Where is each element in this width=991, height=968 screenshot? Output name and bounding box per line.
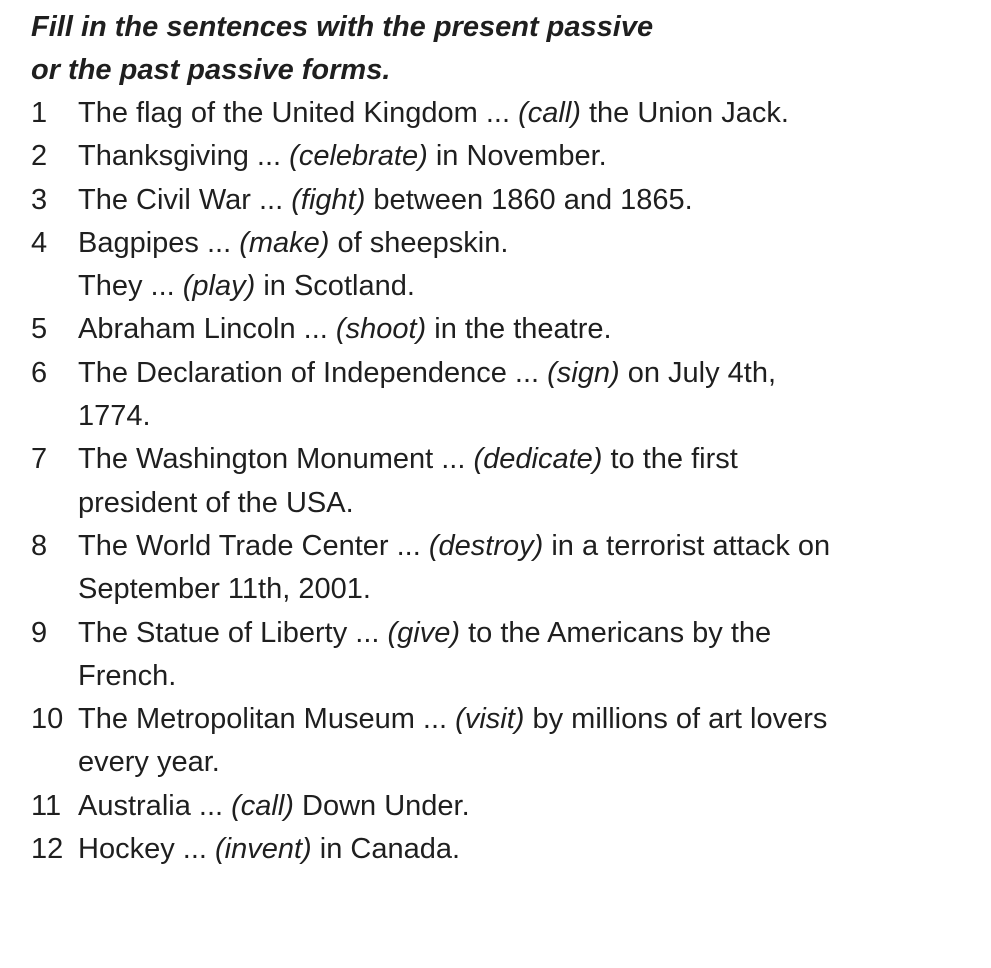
item-sentence	[78, 92, 971, 135]
sentence-line	[78, 352, 971, 395]
exercise-item	[31, 308, 971, 351]
item-sentence	[78, 438, 971, 525]
verb-hint: (dedicate)	[473, 443, 603, 476]
verb-hint: (invent)	[215, 833, 312, 866]
sentence-text: The Washington Monument ...	[78, 443, 474, 476]
verb-hint: (call)	[231, 789, 294, 822]
exercise-item	[31, 525, 971, 612]
exercise-item	[31, 828, 971, 871]
verb-hint: (make)	[239, 226, 330, 259]
sentence-text: The Statue of Liberty ...	[78, 616, 388, 649]
exercise-item	[31, 135, 971, 178]
item-sentence	[78, 352, 971, 439]
sentence-text: Australia ...	[78, 789, 232, 822]
sentence-text: Hockey ...	[78, 833, 215, 866]
sentence-line	[78, 741, 971, 784]
item-sentence	[78, 525, 971, 612]
item-number: 10	[31, 703, 64, 736]
item-sentence	[78, 308, 971, 351]
sentence-text: The World Trade Center ...	[78, 529, 429, 562]
item-sentence	[78, 698, 971, 785]
exercise-instructions	[31, 6, 971, 92]
sentence-line	[78, 265, 971, 308]
sentence-text: Thanksgiving ...	[78, 140, 290, 173]
sentence-text: every year.	[78, 746, 220, 779]
sentence-text: The Civil War ...	[78, 183, 292, 216]
item-number: 5	[31, 313, 48, 346]
item-number: 6	[31, 356, 48, 389]
verb-hint: (celebrate)	[289, 140, 428, 173]
exercise-item	[31, 222, 971, 309]
exercise-item	[31, 352, 971, 439]
item-sentence	[78, 612, 971, 699]
sentence-line	[78, 308, 971, 351]
item-number: 7	[31, 443, 48, 476]
exercise-page	[31, 6, 971, 871]
sentence-line	[78, 92, 971, 135]
item-number: 8	[31, 529, 48, 562]
sentence-line	[78, 135, 971, 178]
sentence-text: The Metropolitan Museum ...	[78, 703, 456, 736]
sentence-text: Bagpipes ...	[78, 226, 240, 259]
sentence-line	[78, 568, 971, 611]
sentence-line	[78, 179, 971, 222]
item-number: 4	[31, 226, 48, 259]
sentence-line	[78, 395, 971, 438]
sentence-line	[78, 525, 971, 568]
item-number: 1	[31, 97, 48, 129]
exercise-item	[31, 785, 971, 828]
sentence-text: by millions of art lovers	[524, 703, 828, 736]
verb-hint: (fight)	[291, 183, 366, 216]
item-number: 12	[31, 833, 64, 866]
verb-hint: (sign)	[547, 356, 620, 389]
sentence-text: The Declaration of Independence ...	[78, 356, 548, 389]
sentence-line	[78, 785, 971, 828]
sentence-line	[78, 698, 971, 741]
exercise-item	[31, 438, 971, 525]
sentence-line	[78, 222, 971, 265]
sentence-text: September 11th, 2001.	[78, 573, 371, 606]
sentence-text: of sheepskin.	[329, 226, 509, 259]
sentence-text: in a terrorist attack on	[543, 529, 831, 562]
sentence-text: Down Under.	[293, 789, 470, 822]
sentence-line	[78, 482, 971, 525]
item-number: 11	[31, 789, 62, 822]
item-number: 2	[31, 140, 48, 173]
item-sentence	[78, 135, 971, 178]
exercise-item	[31, 92, 971, 135]
exercise-list	[31, 92, 971, 871]
verb-hint: (give)	[387, 616, 461, 649]
instructions-line-1: Fill in the sentences with the present passive	[31, 11, 654, 43]
instructions-line-2: or the past passive forms.	[31, 54, 391, 86]
exercise-item	[31, 179, 971, 222]
item-sentence	[78, 785, 971, 828]
item-number: 9	[31, 616, 48, 649]
sentence-text: in the theatre.	[426, 313, 612, 346]
verb-hint: (play)	[182, 270, 256, 303]
sentence-text: Abraham Lincoln ...	[78, 313, 336, 346]
item-number: 3	[31, 183, 48, 216]
sentence-text: on July 4th,	[619, 356, 777, 389]
sentence-text: in November.	[427, 140, 607, 173]
item-sentence	[78, 828, 971, 871]
sentence-text: The flag of the United Kingdom ...	[78, 97, 519, 129]
sentence-text: president of the USA.	[78, 486, 354, 519]
sentence-text: between 1860 and 1865.	[365, 183, 693, 216]
sentence-text: 1774.	[78, 400, 151, 433]
sentence-line	[78, 612, 971, 655]
item-sentence	[78, 222, 971, 309]
sentence-text: the Union Jack.	[580, 97, 789, 129]
sentence-line	[78, 655, 971, 698]
exercise-item	[31, 612, 971, 699]
sentence-text: to the Americans by the	[460, 616, 772, 649]
sentence-line	[78, 828, 971, 871]
sentence-text: They ...	[78, 270, 183, 303]
item-sentence	[78, 179, 971, 222]
sentence-text: French.	[78, 659, 177, 692]
sentence-text: to the first	[602, 443, 738, 476]
verb-hint: (call)	[518, 97, 581, 129]
exercise-item	[31, 698, 971, 785]
verb-hint: (visit)	[455, 703, 525, 736]
verb-hint: (shoot)	[335, 313, 427, 346]
sentence-line	[78, 438, 971, 481]
sentence-text: in Scotland.	[255, 270, 415, 303]
sentence-text: in Canada.	[311, 833, 461, 866]
verb-hint: (destroy)	[428, 529, 544, 562]
